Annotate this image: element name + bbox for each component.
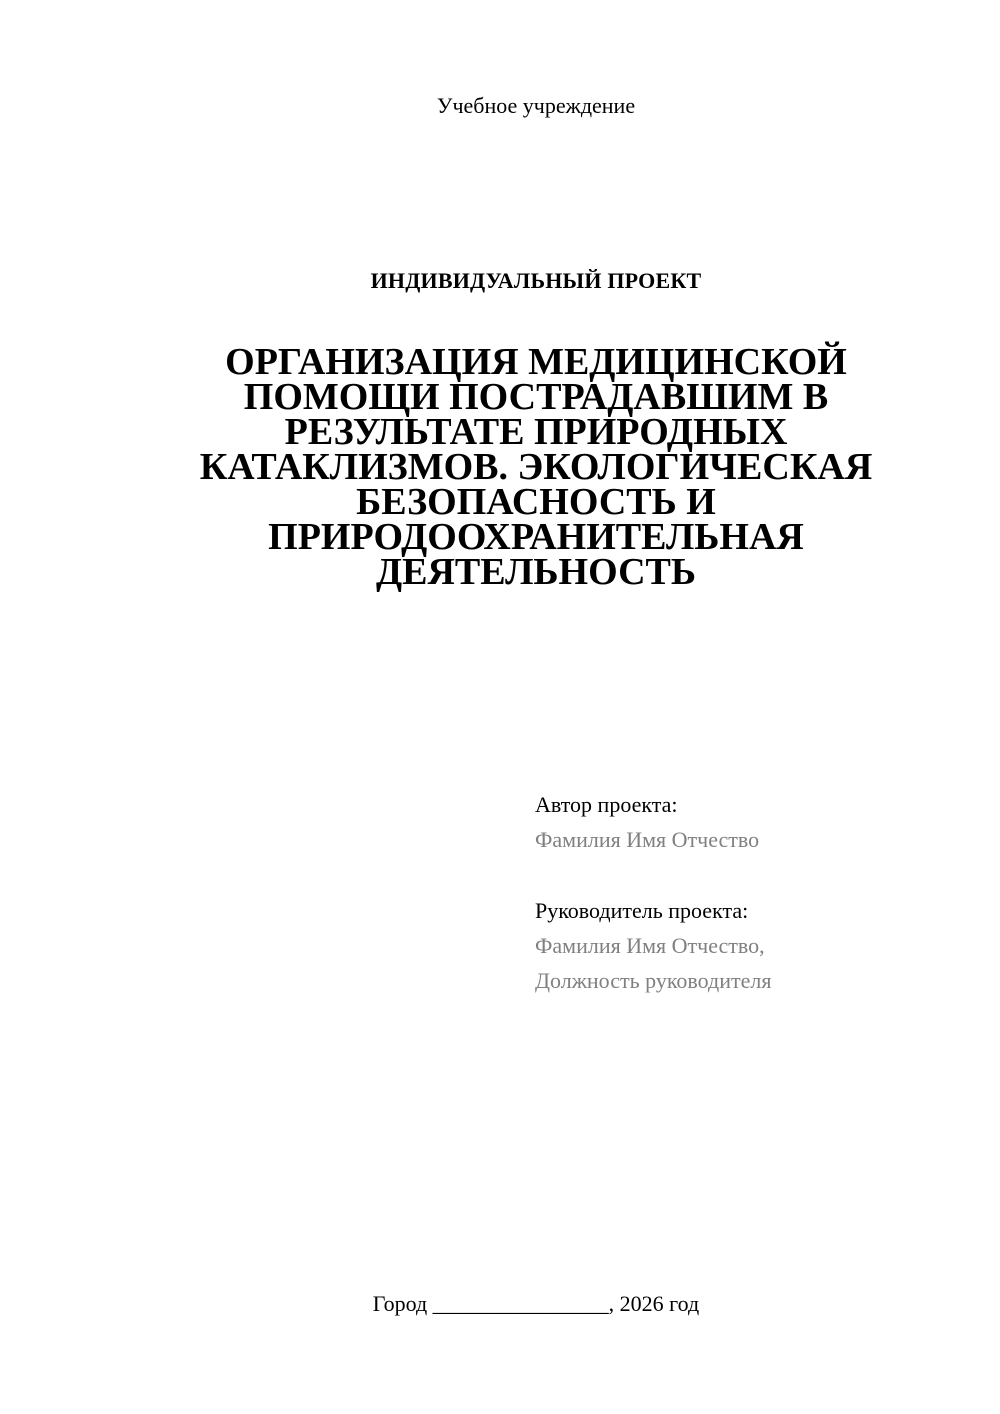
project-type-heading: ИНДИВИДУАЛЬНЫЙ ПРОЕКТ: [370, 268, 702, 293]
project-title-line: ПРИРОДООХРАНИТЕЛЬНАЯ: [268, 516, 804, 558]
supervisor-label: Руководитель проекта:: [535, 898, 749, 923]
project-title-line: ПОМОЩИ ПОСТРАДАВШИМ В: [243, 376, 829, 418]
project-title-line: ДЕЯТЕЛЬНОСТЬ: [375, 551, 697, 593]
supervisor-name-placeholder: Фамилия Имя Отчество,: [535, 933, 765, 958]
project-title-line: БЕЗОПАСНОСТЬ И: [356, 481, 716, 523]
author-label: Автор проекта:: [535, 792, 678, 817]
institution-name: Учебное учреждение: [436, 93, 636, 118]
supervisor-position-placeholder: Должность руководителя: [535, 968, 772, 993]
supervisor-block: [535, 893, 955, 998]
project-title: [150, 341, 922, 593]
project-title-line: ОРГАНИЗАЦИЯ МЕДИЦИНСКОЙ: [225, 341, 847, 383]
author-block: [535, 787, 955, 857]
author-name-placeholder: Фамилия Имя Отчество: [535, 827, 760, 852]
city-year-line: Город ________________, 2026 год: [372, 1291, 700, 1316]
project-title-line: РЕЗУЛЬТАТЕ ПРИРОДНЫХ: [284, 411, 788, 453]
project-title-line: КАТАКЛИЗМОВ. ЭКОЛОГИЧЕСКАЯ: [199, 446, 873, 488]
